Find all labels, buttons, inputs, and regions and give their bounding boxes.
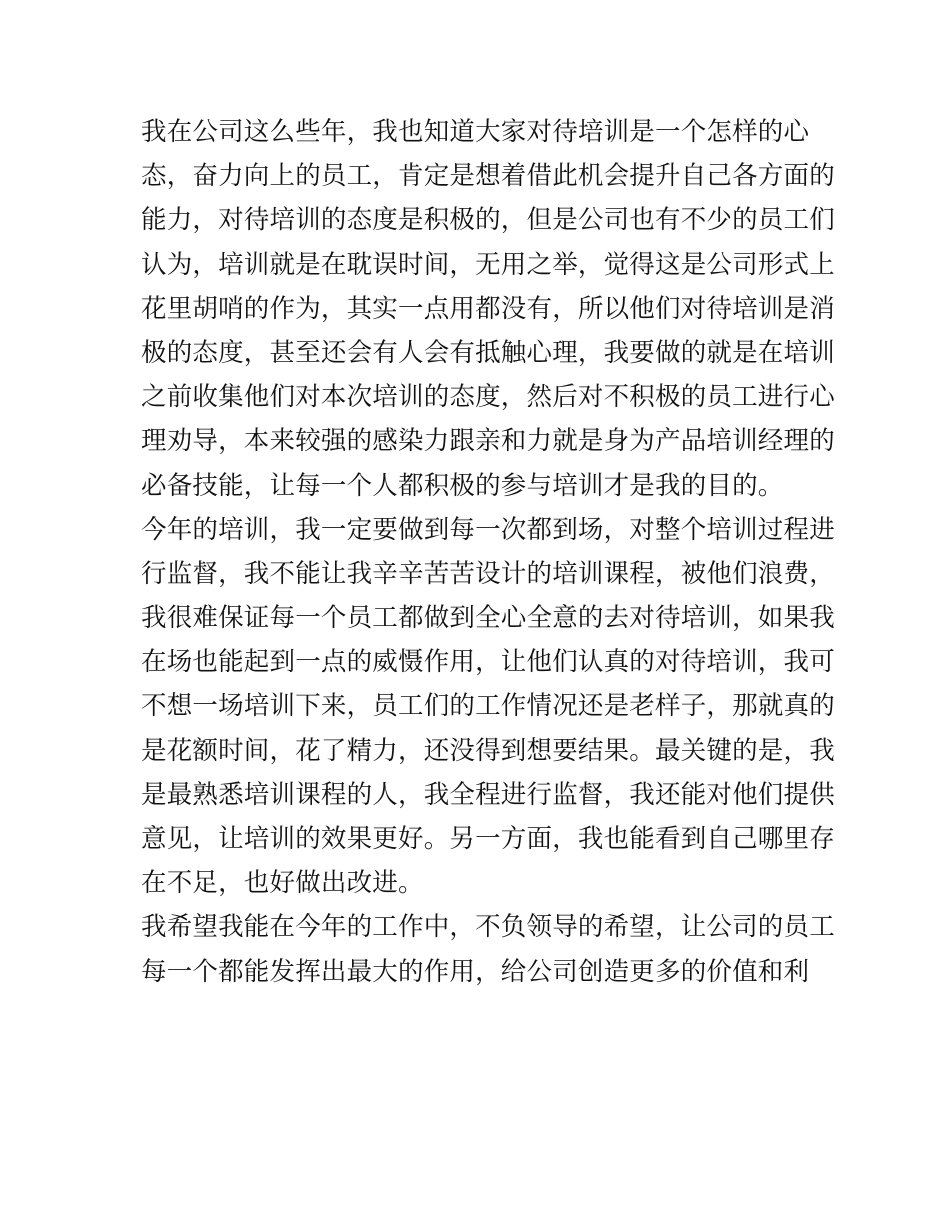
text-line: 意见，让培训的效果更好。另一方面，我也能看到自己哪里存 [141,824,835,854]
text-line: 在场也能起到一点的威慑作用，让他们认真的对待培训，我可 [141,647,835,678]
text-line: 之前收集他们对本次培训的态度，然后对不积极的员工进行心 [141,382,835,413]
text-line: 态，奋力向上的员工，肯定是想着借此机会提升自己各方面的 [141,161,835,192]
text-line: 今年的培训，我一定要做到每一次都到场，对整个培训过程进 [141,514,835,545]
text-line: 理劝导，本来较强的感染力跟亲和力就是身为产品培训经理的 [141,426,835,457]
text-line: 我在公司这么些年，我也知道大家对待培训是一个怎样的心 [141,117,810,147]
text-line: 必备技能，让每一个人都积极的参与培训才是我的目的。 [141,470,784,501]
text-line: 我很难保证每一个员工都做到全心全意的去对待培训，如果我 [141,603,835,634]
body-text [141,110,835,994]
text-line: 花里胡哨的作为，其实一点用都没有，所以他们对待培训是消 [141,293,835,324]
text-line: 是花额时间，花了精力，还没得到想要结果。最关键的是，我 [141,735,835,766]
text-line: 极的态度，甚至还会有人会有抵触心理，我要做的就是在培训 [141,337,835,368]
text-line: 我希望我能在今年的工作中，不负领导的希望，让公司的员工 [141,912,835,943]
text-line: 每一个都能发挥出最大的作用，给公司创造更多的价值和利 [141,956,810,987]
text-line: 认为，培训就是在耽误时间，无用之举，觉得这是公司形式上 [141,249,835,280]
text-line: 不想一场培训下来，员工们的工作情况还是老样子，那就真的 [141,691,835,722]
text-line: 在不足，也好做出改进。 [141,868,424,899]
text-line: 能力，对待培训的态度是积极的，但是公司也有不少的员工们 [141,205,835,236]
text-line: 行监督，我不能让我辛辛苦苦设计的培训课程，被他们浪费， [141,558,835,589]
text-line: 是最熟悉培训课程的人，我全程进行监督，我还能对他们提供 [141,779,835,810]
